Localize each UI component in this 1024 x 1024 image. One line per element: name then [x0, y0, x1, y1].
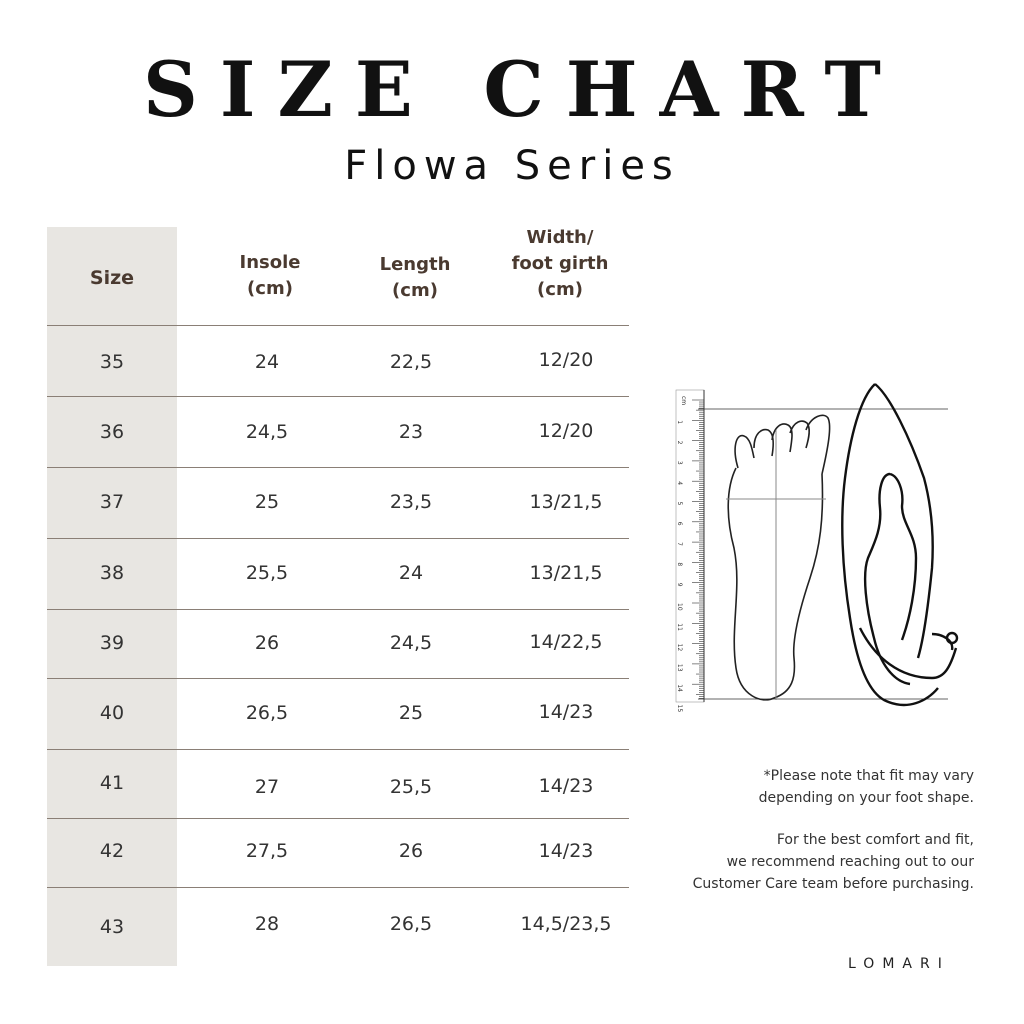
- cell-insole: 25,5: [245, 562, 289, 584]
- cell-length: 26: [398, 840, 424, 862]
- cell-size: 40: [99, 702, 125, 724]
- cell-length: 24: [398, 562, 424, 584]
- page-title: SIZE CHART: [143, 45, 903, 134]
- cell-size: 37: [99, 491, 125, 513]
- row-divider: [47, 396, 629, 397]
- ruler-tick-label: 12: [676, 643, 683, 652]
- cell-insole: 24,5: [245, 421, 289, 443]
- ruler-tick-label: 7: [676, 542, 683, 546]
- cell-length: 26,5: [389, 913, 433, 935]
- ruler-tick-label: 9: [676, 582, 683, 587]
- header-width-label: Width/: [526, 227, 594, 248]
- cell-width: 14,5/23,5: [520, 913, 612, 935]
- note-line: For the best comfort and fit,: [776, 832, 974, 848]
- brand-logo: LOMARI: [848, 956, 950, 972]
- header-size: Size: [89, 267, 135, 289]
- foot-measurement-illustration: [670, 378, 960, 713]
- ruler-tick-label: 2: [676, 440, 683, 445]
- page-subtitle: Flowa Series: [344, 143, 680, 189]
- customer-care-note: [693, 829, 974, 895]
- cell-insole: 25: [254, 491, 280, 513]
- row-divider: [47, 818, 629, 819]
- cell-size: 41: [99, 772, 125, 794]
- cell-length: 23: [398, 421, 424, 443]
- cell-width: 12/20: [538, 349, 594, 371]
- ruler-tick-label: 1: [676, 420, 683, 425]
- cell-size: 43: [99, 916, 125, 938]
- cell-width: 14/23: [538, 840, 594, 862]
- cell-insole: 26,5: [245, 702, 289, 724]
- ruler-unit: cm: [680, 396, 687, 406]
- cell-insole: 24: [254, 351, 280, 373]
- foot-outline-icon: [726, 415, 830, 700]
- cell-length: 22,5: [389, 351, 433, 373]
- header-length: [345, 252, 485, 304]
- header-length-label: Length: [379, 254, 451, 275]
- ruler-tick-label: 5: [676, 501, 683, 506]
- cell-width: 14/23: [538, 701, 594, 723]
- ruler-tick-label: 10: [676, 603, 683, 611]
- cell-size: 38: [99, 562, 125, 584]
- header-insole-unit: (cm): [247, 278, 293, 299]
- header-width-unit: (cm): [537, 279, 583, 300]
- slingback-shoe-icon: [842, 384, 957, 705]
- ruler-tick-label: 8: [676, 562, 683, 567]
- cell-insole: 26: [254, 632, 280, 654]
- row-divider: [47, 467, 629, 468]
- ruler-tick-label: 15: [676, 704, 683, 713]
- ruler-tick-label: 14: [676, 684, 683, 692]
- ruler-tick-label: 3: [676, 460, 683, 465]
- note-line: depending on your foot shape.: [758, 790, 974, 806]
- header-length-unit: (cm): [392, 280, 438, 301]
- cell-width: 13/21,5: [529, 491, 603, 513]
- cell-insole: 27,5: [245, 840, 289, 862]
- row-divider: [47, 538, 629, 539]
- header-width-label-2: foot girth: [511, 253, 609, 274]
- cell-width: 14/23: [538, 775, 594, 797]
- cell-length: 25,5: [389, 776, 433, 798]
- header-width: [490, 225, 630, 303]
- row-divider: [47, 325, 629, 326]
- cell-size: 39: [99, 632, 125, 654]
- row-divider: [47, 887, 629, 888]
- cell-length: 25: [398, 702, 424, 724]
- cell-size: 42: [99, 840, 125, 862]
- cell-width: 14/22,5: [529, 631, 603, 653]
- cell-length: 24,5: [389, 632, 433, 654]
- ruler-tick-label: 4: [676, 481, 683, 486]
- fit-disclaimer-note: [759, 765, 974, 809]
- cell-width: 13/21,5: [529, 562, 603, 584]
- cell-size: 35: [99, 351, 125, 373]
- cell-width: 12/20: [538, 420, 594, 442]
- ruler-tick-label: 13: [676, 663, 683, 672]
- row-divider: [47, 749, 629, 750]
- cell-insole: 28: [254, 913, 280, 935]
- ruler-tick-label: 6: [676, 521, 683, 526]
- note-line: *Please note that fit may vary: [763, 768, 974, 784]
- note-line: Customer Care team before purchasing.: [692, 876, 974, 892]
- row-divider: [47, 678, 629, 679]
- header-insole-label: Insole: [239, 252, 301, 273]
- row-divider: [47, 609, 629, 610]
- cell-length: 23,5: [389, 491, 433, 513]
- header-insole: [200, 250, 340, 302]
- ruler-icon: [676, 390, 704, 712]
- ruler-tick-label: 11: [676, 623, 683, 631]
- cell-insole: 27: [254, 776, 280, 798]
- note-line: we recommend reaching out to our: [726, 854, 974, 870]
- cell-size: 36: [99, 421, 125, 443]
